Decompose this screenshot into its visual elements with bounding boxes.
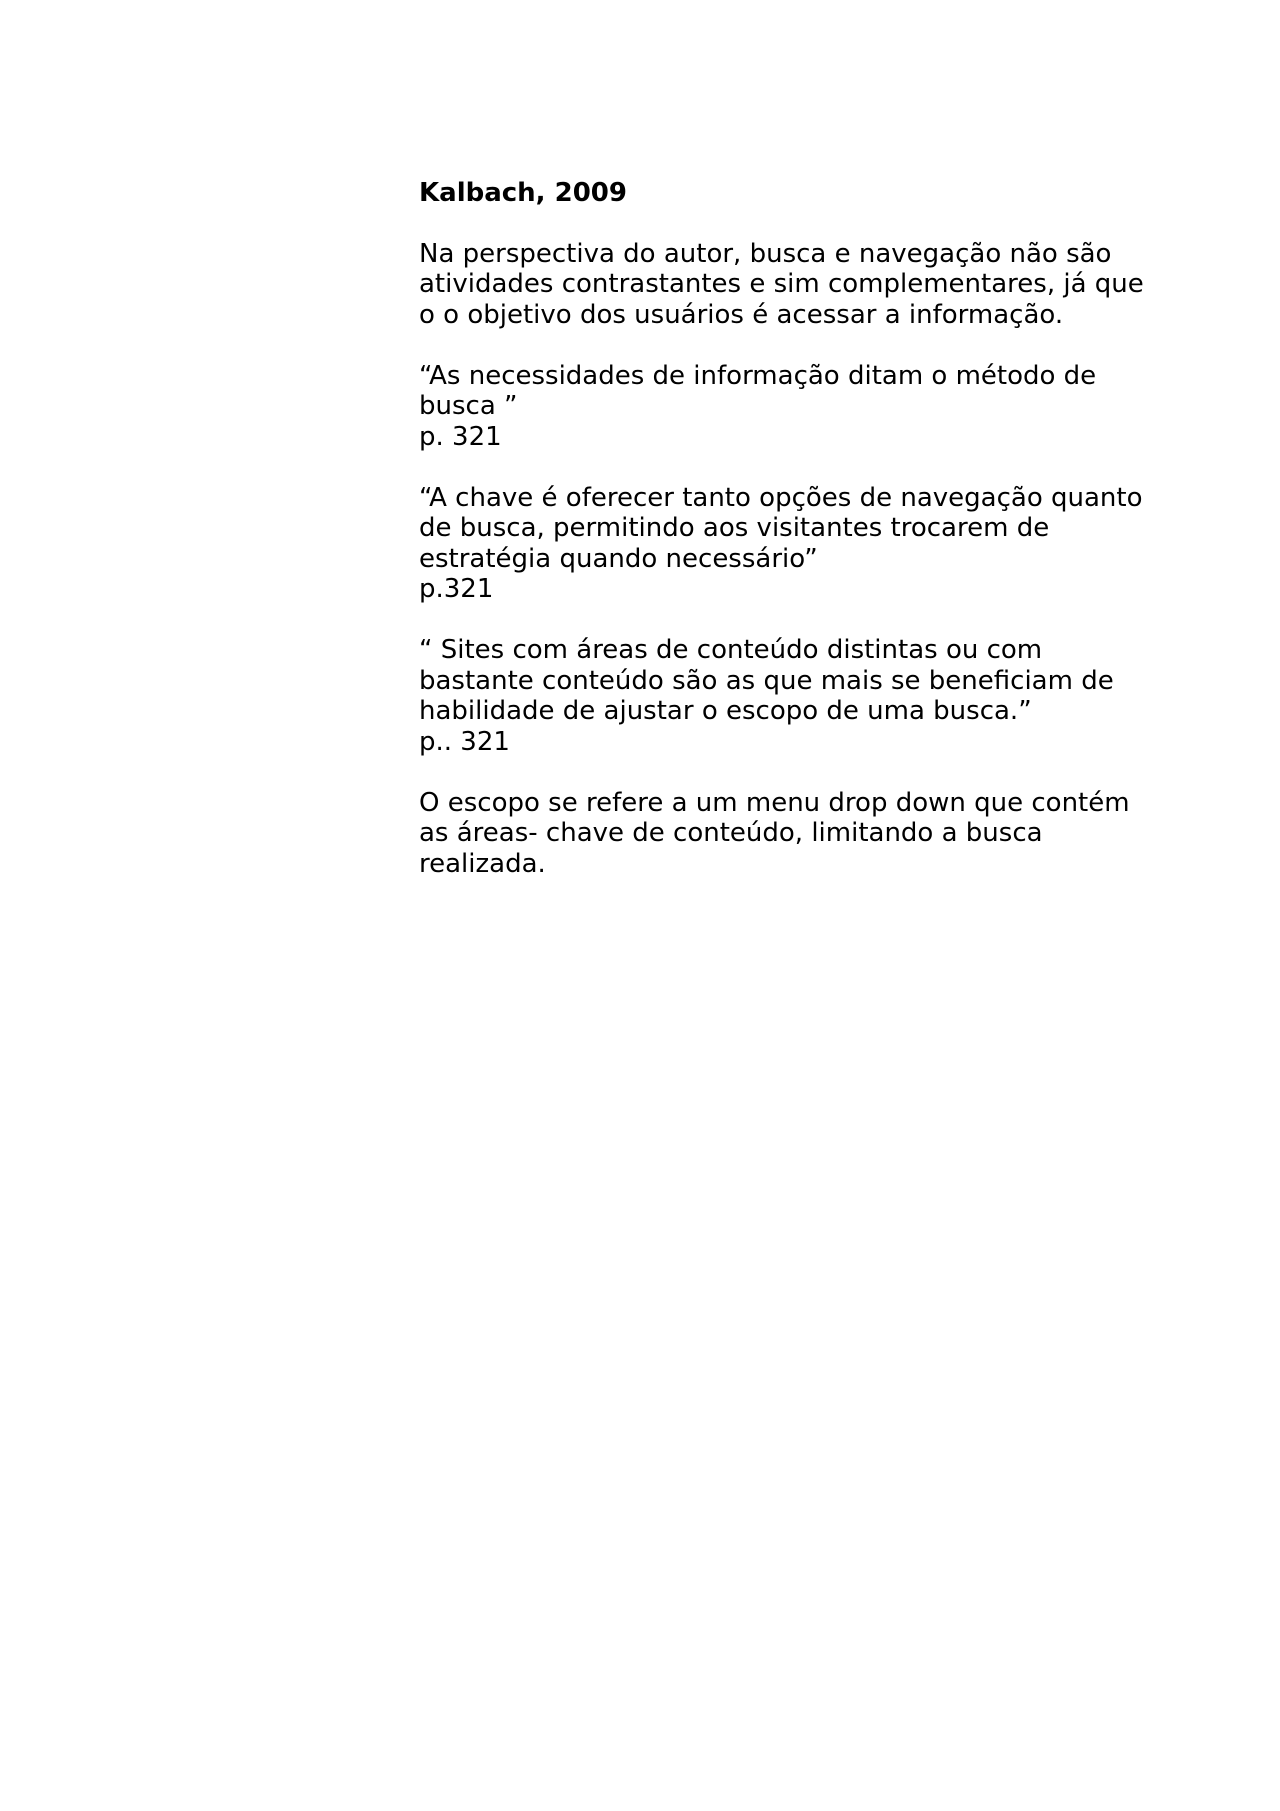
quote-block-1 (419, 361, 1179, 453)
quote-line: habilidade de ajustar o escopo de uma busca.” (419, 696, 1032, 726)
closing-paragraph (419, 788, 1179, 880)
intro-paragraph (419, 239, 1179, 331)
quote-line: bastante conteúdo são as que mais se beneficiam de (419, 665, 1114, 696)
quote-block-2 (419, 483, 1179, 605)
text-line: atividades contrastantes e sim complementares, já que (419, 269, 1144, 299)
quote-line: busca ” (419, 391, 518, 421)
quote-line: “A chave é oferecer tanto opções de navegação quanto (419, 482, 1143, 513)
text-line: as áreas- chave de conteúdo, limitando a busca (419, 818, 1043, 848)
document-heading: Kalbach, 2009 (419, 178, 627, 208)
page-reference: p.321 (419, 574, 494, 604)
text-line: realizada. (419, 848, 546, 879)
quote-line: estratégia quando necessário” (419, 543, 818, 574)
page-reference: p. 321 (419, 421, 502, 452)
text-line: Na perspectiva do autor, busca e navegação não são (419, 238, 1112, 269)
quote-line: “As necessidades de informação ditam o método de (419, 360, 1097, 391)
quote-block-3 (419, 635, 1179, 757)
page-reference: p.. 321 (419, 726, 510, 757)
text-line: o o objetivo dos usuários é acessar a informação. (419, 299, 1064, 330)
quote-line: “ Sites com áreas de conteúdo distintas ou com (419, 635, 1043, 665)
quote-line: de busca, permitindo aos visitantes trocarem de (419, 513, 1050, 543)
document-content (419, 178, 1179, 910)
text-line: O escopo se refere a um menu drop down que contém (419, 787, 1130, 818)
